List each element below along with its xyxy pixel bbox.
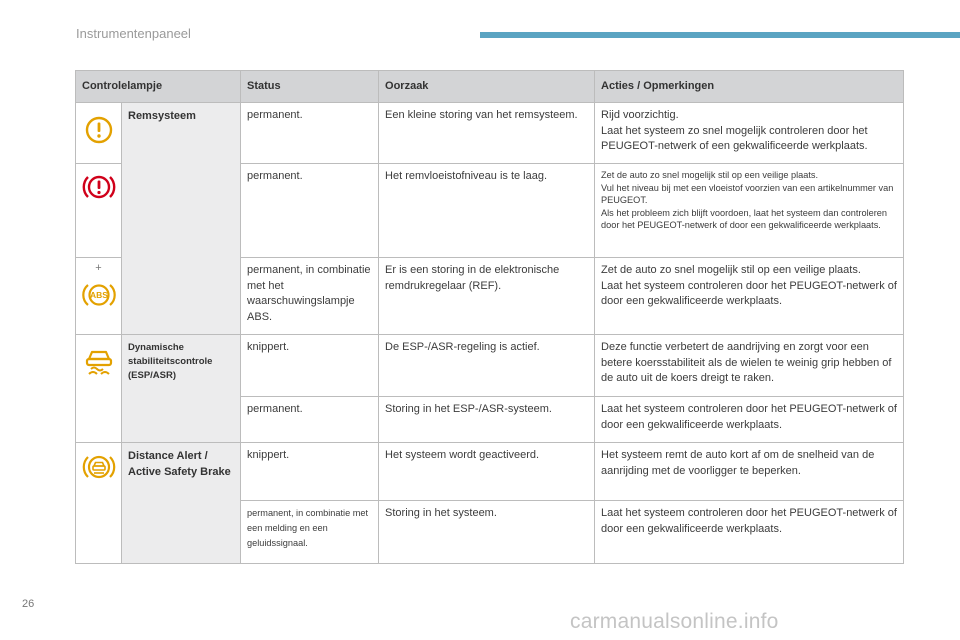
action-cell: Rijd voorzichtig. Laat het systeem zo snel mogelijk controleren door het PEUGEOT-netwerk of een gekwalificeerde werkplaats.: [595, 103, 904, 164]
cause-cell: Er is een storing in de elektronische remdrukregelaar (REF).: [379, 258, 595, 335]
abs-label: ABS: [89, 289, 108, 300]
esp-car-skid-icon: [83, 345, 115, 377]
warning-lamp-table: [75, 70, 904, 564]
cause-cell: Storing in het systeem.: [379, 501, 595, 564]
action-cell: Zet de auto zo snel mogelijk stil op een veilige plaats. Laat het systeem controleren door het PEUGEOT-netwerk of door een gekwalificeerde werkplaats.: [595, 258, 904, 335]
table-header-row: [76, 71, 904, 103]
cause-cell: Storing in het ESP-/ASR-systeem.: [379, 397, 595, 443]
icon-cell: [76, 103, 122, 164]
action-cell: Het systeem remt de auto kort af om de snelheid van de aanrijding met de voorligger te beperken.: [595, 443, 904, 501]
cause-cell: De ESP-/ASR-regeling is actief.: [379, 335, 595, 397]
column-header-action: Acties / Opmerkingen: [595, 71, 904, 103]
column-header-status: Status: [241, 71, 379, 103]
section-title-bar: [480, 32, 960, 38]
column-header-cause: Oorzaak: [379, 71, 595, 103]
cause-cell: Het remvloeistofniveau is te laag.: [379, 164, 595, 258]
watermark: carmanualsonline.info: [570, 610, 779, 633]
lamp-name-esp-asr: Dynamische stabiliteitscontrole (ESP/ASR): [122, 335, 241, 443]
cause-cell: Het systeem wordt geactiveerd.: [379, 443, 595, 501]
action-cell: Zet de auto zo snel mogelijk stil op een veilige plaats. Vul het niveau bij met een vloeistof voorzien van een artikelnummer van PEUGEOT. Als het probleem zich blijft voordoen, laat het systeem dan controleren door het PEUGEOT-netwerk of door een gekwalificeerde werkplaats.: [595, 164, 904, 258]
cause-cell: Een kleine storing van het remsysteem.: [379, 103, 595, 164]
icon-cell: [76, 164, 122, 258]
status-cell: permanent, in combinatie met een melding en een geluidssignaal.: [241, 501, 379, 564]
brake-warning-icon: [82, 172, 116, 202]
action-cell: Laat het systeem controleren door het PEUGEOT-netwerk of door een gekwalificeerde werkplaats.: [595, 397, 904, 443]
icon-cell: [76, 335, 122, 443]
lamp-name-brake-system: Remsysteem: [122, 103, 241, 335]
table-row: [76, 103, 904, 164]
status-cell: knippert.: [241, 443, 379, 501]
action-cell: Deze functie verbetert de aandrijving en zorgt voor een betere koersstabiliteit als de wielen te weinig grip hebben of de auto uit de koers dreigt te raken.: [595, 335, 904, 397]
plus-sign: +: [95, 262, 102, 274]
status-cell: permanent.: [241, 164, 379, 258]
status-cell: permanent.: [241, 397, 379, 443]
page-number: 26: [22, 598, 35, 610]
status-cell: knippert.: [241, 335, 379, 397]
status-cell: permanent, in combinatie met het waarschuwingslampje ABS.: [241, 258, 379, 335]
lamp-name-distance-alert: Distance Alert / Active Safety Brake: [122, 443, 241, 564]
icon-cell: [76, 443, 122, 564]
table-row: [76, 443, 904, 501]
status-cell: permanent.: [241, 103, 379, 164]
section-title: Instrumentenpaneel: [76, 26, 191, 41]
icon-cell: [76, 258, 122, 335]
abs-warning-icon: [82, 281, 116, 309]
exclamation-circle-icon: [84, 115, 114, 145]
table-row: [76, 335, 904, 397]
column-header-lamp: Controlelampje: [76, 71, 241, 103]
action-cell: Laat het systeem controleren door het PEUGEOT-netwerk of door een gekwalificeerde werkplaats.: [595, 501, 904, 564]
active-safety-brake-icon: [82, 452, 116, 482]
